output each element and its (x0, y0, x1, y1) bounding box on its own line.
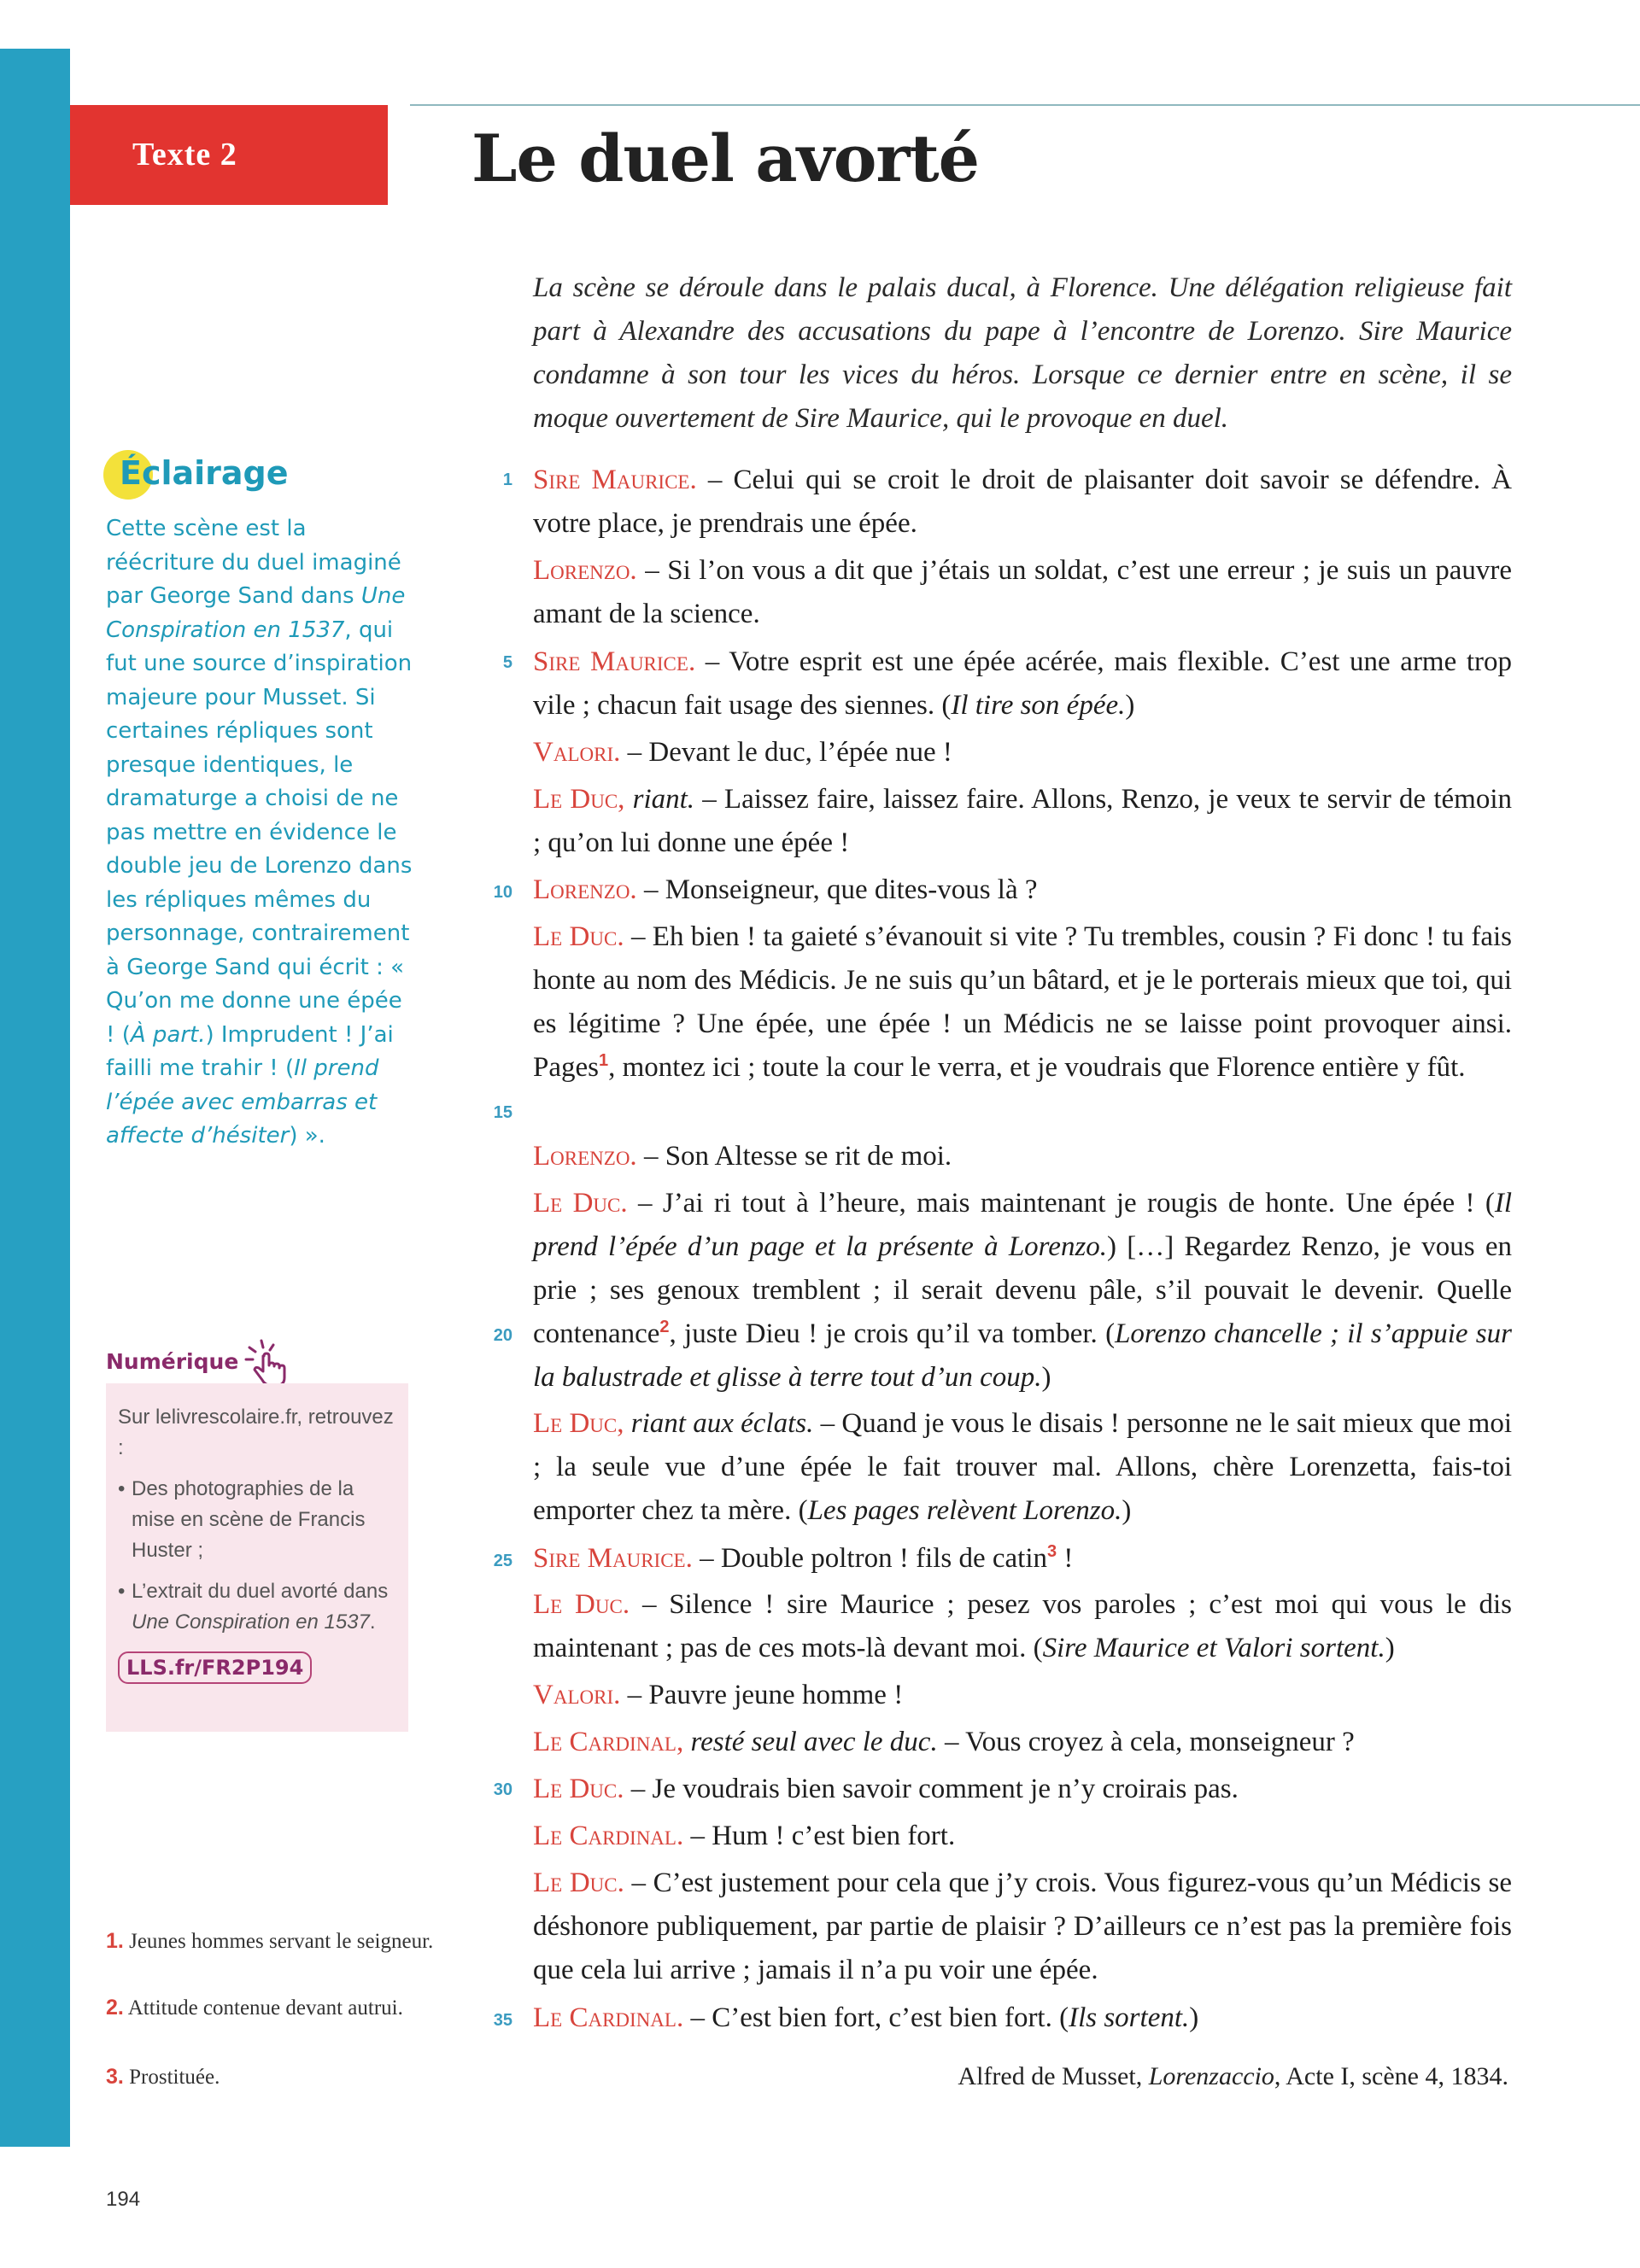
reply-text: ) (1125, 690, 1135, 721)
reply-text: , montez ici ; toute la cour le verra, et je voudrais que Florence entière y fût. (608, 1052, 1466, 1083)
reply-text: – Votre esprit est une épée acérée, mais flexible. C’est une arme trop vile ; chacun fait usage des siennes. ( (533, 646, 1512, 721)
speaker-name: Le Cardinal. (533, 2002, 684, 2033)
line-number-15: 15 (493, 1103, 512, 1122)
reply-7 (533, 915, 1512, 1090)
pointing-hand-icon (243, 1337, 296, 1390)
numerique-item: • Des photographies de la mise en scène de Francis Huster ; (118, 1474, 398, 1566)
reply-text: , juste Dieu ! je crois qu’il va tomber. ( (669, 1318, 1116, 1349)
reply-2 (533, 549, 1512, 636)
eclairage-title: Éclairage (120, 454, 289, 492)
stage-direction: Il prend l’épée d’un page et la présente à Lorenzo. (533, 1188, 1512, 1262)
source-work: Lorenzaccio (1148, 2062, 1274, 2090)
reply-text: – Devant le duc, l’épée nue ! (627, 737, 952, 768)
stage-direction: Les pages relèvent Lorenzo. (807, 1495, 1122, 1526)
eclairage-direction: Il prend l’épée avec embarras et affecte d’hésiter (106, 1055, 379, 1149)
numerique-item-title: Une Conspiration en 1537 (132, 1610, 370, 1634)
reply-13 (533, 1674, 1512, 1717)
footnote-ref-1: 1 (599, 1051, 609, 1070)
reply-14 (533, 1721, 1512, 1764)
reply-text: – Je voudrais bien savoir comment je n’y croirais pas. (630, 1774, 1239, 1804)
line-number-5: 5 (502, 653, 512, 672)
reply-text: – Monseigneur, que dites-vous là ? (643, 874, 1038, 905)
reply-11 (533, 1537, 1512, 1581)
footnote-text: Jeunes hommes servant le seigneur. (129, 1930, 434, 1953)
speaker-name: Le Duc, (533, 784, 625, 815)
speaker-name: Le Duc. (533, 921, 624, 952)
header-rule (410, 104, 1640, 106)
reply-text: – Eh bien ! ta gaieté s’évanouit si vite ? Tu trembles, cousin ? Fi donc ! tu fais honte au nom des Médicis. Je ne suis qu’un bâtard, et je le porterais mieux que toi, qui es légitime ? Une épée, une épée ! un Médicis ne se laisse point provoquer ainsi. Pages (533, 921, 1512, 1083)
reply-18 (533, 1996, 1512, 2040)
line-number-35: 35 (493, 2011, 512, 2030)
reply-5 (533, 778, 1512, 865)
speaker-name: Lorenzo. (533, 874, 637, 905)
page-number: 194 (106, 2188, 141, 2211)
intro-paragraph: La scène se déroule dans le palais ducal, à Florence. Une délégation religieuse fait part à Alexandre des accusations du pape à l’encontre de Lorenzo. Sire Maurice condamne à son tour les vices du héros. Lorsque ce dernier entre en scène, il se moque ouvertement de Sire Maurice, qui le provoque en duel. (533, 272, 1512, 434)
source-details: , Acte I, scène 4, 1834. (1274, 2062, 1508, 2090)
reply-text: – Pauvre jeune homme ! (627, 1680, 904, 1710)
reply-text: – Si l’on vous a dit que j’étais un soldat, c’est une erreur ; je suis un pauvre amant de la science. (533, 555, 1513, 629)
footnote-number: 3. (106, 2065, 124, 2089)
speaker-name: Le Duc. (533, 1589, 630, 1620)
numerique-intro: Sur lelivrescolaire.fr, retrouvez : (118, 1406, 394, 1459)
reply-text: ) (1189, 2002, 1199, 2033)
stage-direction: Lorenzo chancelle ; il s’appuie sur la balustrade et glisse à terre tout d’un coup. (533, 1318, 1512, 1393)
speaker-name: Le Duc. (533, 1868, 624, 1898)
line-number-1: 1 (502, 471, 512, 489)
reply-12 (533, 1583, 1512, 1670)
footnote-ref-2: 2 (659, 1318, 670, 1336)
eclairage-text-part: Cette scène est la réécriture du duel imaginé par George Sand dans (106, 516, 401, 609)
stage-direction: resté seul avec le duc. (690, 1727, 938, 1757)
eclairage-text (106, 512, 415, 1154)
reply-text: ) […] Regardez Renzo, je vous en prie ; ses genoux tremblent ; il serait devenu pâle, s’il pouvait le devenir. Quelle contenance (533, 1231, 1512, 1349)
reply-text: ! (1057, 1543, 1074, 1574)
footnote-1 (106, 1926, 446, 1956)
reply-text: ) (1385, 1633, 1395, 1663)
numerique-item-text: . (369, 1610, 376, 1634)
reply-text: – Silence ! sire Maurice ; pesez vos paroles ; c’est moi qui vous le dis maintenant ; pas de ces mots-là devant moi. ( (533, 1589, 1512, 1663)
stage-direction: Ils sortent. (1069, 2002, 1190, 2033)
speaker-name: Valori. (533, 1680, 621, 1710)
stage-direction: riant aux éclats. (630, 1408, 814, 1439)
speaker-name: Sire Maurice. (533, 646, 696, 677)
footnote-text: Prostituée. (129, 2066, 220, 2089)
speaker-name: Lorenzo. (533, 1141, 637, 1172)
page-title: Le duel avorté (472, 120, 979, 196)
reply-text: ) (1041, 1362, 1051, 1393)
numerique-box (106, 1383, 408, 1732)
left-color-bar (0, 49, 70, 2147)
footnote-3 (106, 2062, 446, 2092)
eclairage-text-part: ) Imprudent ! J’ai failli me trahir ! ( (106, 1021, 394, 1081)
source-citation (958, 2062, 1508, 2091)
speaker-name: Le Duc. (533, 1774, 624, 1804)
speaker-name: Sire Maurice. (533, 465, 697, 495)
reply-17 (533, 1862, 1512, 1992)
text-number-tag: Texte 2 (70, 105, 388, 205)
reply-text: ) (1122, 1495, 1132, 1526)
reply-15 (533, 1768, 1512, 1811)
eclairage-text-part: ) ». (289, 1123, 325, 1149)
line-number-20: 20 (493, 1326, 512, 1345)
numerique-list (118, 1474, 398, 1638)
reply-4 (533, 731, 1512, 775)
reply-8 (533, 1135, 1512, 1178)
speaker-name: Sire Maurice. (533, 1543, 693, 1574)
speaker-name: Le Cardinal. (533, 1821, 684, 1851)
reply-1 (533, 459, 1512, 546)
reply-text: – C’est bien fort, c’est bien fort. ( (690, 2002, 1069, 2033)
footnote-2 (106, 1993, 446, 2023)
speaker-name: Le Duc. (533, 1188, 628, 1219)
reply-16 (533, 1815, 1512, 1858)
eclairage-direction: À part. (130, 1021, 206, 1048)
eclairage-text-part: , qui fut une source d’inspiration majeure pour Musset. Si certaines répliques sont presque identiques, le dramaturge a choisi de ne pas mettre en évidence le double jeu de Lorenzo dans les répliques mêmes du personnage, contrairement à George Sand qui écrit : « Qu’on me donne une épée ! ( (106, 617, 413, 1048)
reply-text: – Celui qui se croit le droit de plaisanter doit savoir se défendre. À votre place, je prendrais une épée. (533, 465, 1513, 539)
numerique-title: Numérique (106, 1349, 239, 1374)
reply-10 (533, 1402, 1512, 1533)
reply-text: – J’ai ri tout à l’heure, mais maintenant je rougis de honte. Une épée ! ( (637, 1188, 1495, 1219)
speaker-name: Valori. (533, 737, 621, 768)
footnote-text: Attitude contenue devant autrui. (127, 1996, 403, 2020)
stage-direction: riant. (632, 784, 695, 815)
reply-text: – Hum ! c’est bien fort. (690, 1821, 956, 1851)
reply-6 (533, 868, 1512, 912)
lls-link[interactable]: LLS.fr/FR2P194 (118, 1651, 312, 1684)
line-number-10: 10 (493, 883, 512, 902)
stage-direction: Il tire son épée. (951, 690, 1126, 721)
reply-text: – Quand je vous le disais ! personne ne le sait mieux que moi ; la seule vue d’une épée le fait trouver mal. Allons, chère Lorenzetta, fais-toi emporter chez ta mère. ( (533, 1408, 1512, 1526)
reply-text: – C’est justement pour cela que j’y crois. Vous figurez-vous qu’un Médicis se déshonore publiquement, par partie de plaisir ? D’ailleurs ce n’est pas la première fois que cela lui arrive ; jamais il n’a pu voir une épée. (533, 1868, 1512, 1985)
eclairage-book-title: Une Conspiration en 1537 (106, 583, 406, 643)
reply-3 (533, 640, 1512, 728)
footnote-number: 1. (106, 1929, 124, 1953)
speaker-name: Lorenzo. (533, 555, 637, 586)
reply-text: – Laissez faire, laissez faire. Allons, Renzo, je veux te servir de témoin ; qu’on lui donne une épée ! (533, 784, 1512, 858)
reply-text: – Vous croyez à cela, monseigneur ? (944, 1727, 1355, 1757)
speaker-name: Le Duc, (533, 1408, 624, 1439)
numerique-item-text: L’extrait du duel avorté dans (132, 1580, 389, 1603)
reply-9 (533, 1182, 1512, 1400)
reply-text: – Double poltron ! fils de catin (700, 1543, 1048, 1574)
stage-direction: Sire Maurice et Valori sortent. (1042, 1633, 1385, 1663)
source-author: Alfred de Musset, (958, 2062, 1149, 2090)
reply-text: – Son Altesse se rit de moi. (643, 1141, 952, 1172)
footnote-number: 2. (106, 1996, 124, 2020)
footnote-ref-3: 3 (1047, 1542, 1057, 1561)
line-number-25: 25 (493, 1552, 512, 1570)
numerique-item (118, 1576, 398, 1638)
speaker-name: Le Cardinal, (533, 1727, 684, 1757)
line-number-30: 30 (493, 1780, 512, 1799)
